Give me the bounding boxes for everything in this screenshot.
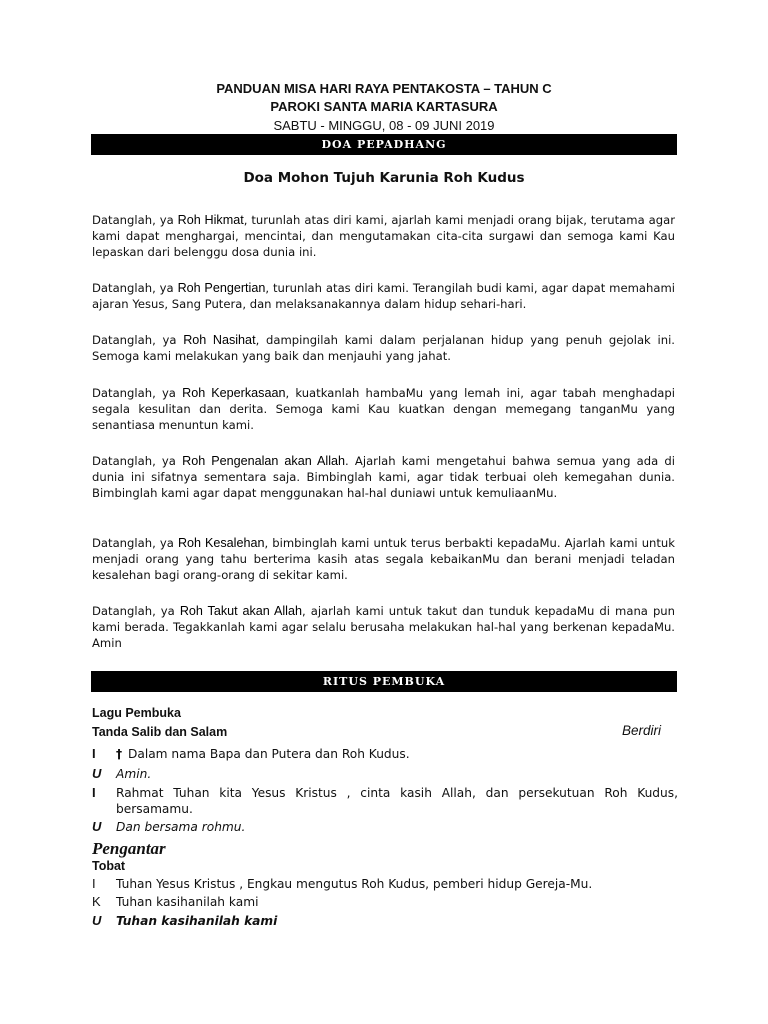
speaker-marker: U xyxy=(92,819,102,834)
section-bar-ritus-pembuka: RITUS PEMBUKA xyxy=(91,671,677,692)
speaker-marker: K xyxy=(92,894,101,909)
dialog-line: I † Dalam nama Bapa dan Putera dan Roh Kudus. xyxy=(92,746,410,761)
header-date: SABTU - MINGGU, 08 - 09 JUNI 2019 xyxy=(273,118,495,133)
prayer-paragraph: Datanglah, ya Roh Pengertian, turunlah atas diri kami. Terangilah budi kami, agar dapat memahami ajaran Yesus, Sang Putera, dan melaksanakannya dalam hidup sehari-hari. xyxy=(92,281,675,311)
speaker-marker: U xyxy=(92,913,102,928)
section-bar-doa-pepadhang: DOA PEPADHANG xyxy=(91,134,677,155)
cross-icon: † xyxy=(116,747,123,761)
speaker-marker: U xyxy=(92,766,102,781)
dialog-line: I Tuhan Yesus Kristus , Engkau mengutus Roh Kudus, pemberi hidup Gereja-Mu. xyxy=(92,876,593,891)
lagu-pembuka-label: Lagu Pembuka xyxy=(92,706,181,720)
prayer-paragraph: Datanglah, ya Roh Pengenalan akan Allah. Ajarlah kami mengetahui bahwa semua yang ada di dunia ini sifatnya sementara saja. Bimbinglah kami, agar tidak terbuai oleh kemegahan dunia. Bimbinglah kami agar dapat menggunakan hal-hal duniawi untuk kemuliaanMu. xyxy=(92,454,676,500)
dialog-line: U Amin. xyxy=(92,766,152,781)
header-title: PANDUAN MISA HARI RAYA PENTAKOSTA – TAHUN C xyxy=(216,81,552,96)
speaker-marker: I xyxy=(92,876,96,891)
dialog-line: U Tuhan kasihanilah kami xyxy=(92,913,278,928)
header-parish: PAROKI SANTA MARIA KARTASURA xyxy=(270,99,498,114)
prayer-paragraph: Datanglah, ya Roh Takut akan Allah, ajarlah kami untuk takut dan tunduk kepadaMu di mana pun kami berada. Tegakkanlah kami agar selalu berusaha melakukan hal-hal yang berkenan kepadaMu. Amin xyxy=(92,604,675,650)
dialog-line: U Dan bersama rohmu. xyxy=(92,819,246,834)
tobat-label: Tobat xyxy=(92,859,126,873)
dialog-line: K Tuhan kasihanilah kami xyxy=(92,894,259,909)
prayer-title: Doa Mohon Tujuh Karunia Roh Kudus xyxy=(243,170,525,186)
tanda-salib-label: Tanda Salib dan Salam xyxy=(92,725,228,739)
speaker-marker: I xyxy=(92,785,96,800)
prayer-paragraph: Datanglah, ya Roh Keperkasaan, kuatkanlah hambaMu yang lemah ini, agar tabah menghadapi segala kesulitan dan derita. Semoga kami Kau kuatkan dengan memegang tanganMu yang senantiasa menuntun kami. xyxy=(92,386,675,432)
prayer-paragraph: Datanglah, ya Roh Kesalehan, bimbinglah kami untuk terus berbakti kepadaMu. Ajarlah kami untuk menjadi orang yang tahu berterima kasih atas segala kebaikanMu dan berani menjadi teladan kesalehan bagi orang-orang di sekitar kami. xyxy=(92,536,675,582)
dialog-line: I Rahmat Tuhan kita Yesus Kristus , cinta kasih Allah, dan persekutuan Roh Kudus, bersamamu. xyxy=(92,785,678,816)
posture-berdiri: Berdiri xyxy=(622,723,662,738)
speaker-marker: I xyxy=(92,746,96,761)
pengantar-heading: Pengantar xyxy=(92,839,166,858)
prayer-paragraph: Datanglah, ya Roh Hikmat, turunlah atas diri kami, ajarlah kami menjadi orang bijak, terutama agar kami dapat menghargai, mencintai, dan mengutamakan cita-cita surgawi dan semoga kami Kau lepaskan dari belenggu dosa dunia ini. xyxy=(92,213,675,259)
prayer-paragraph: Datanglah, ya Roh Nasihat, dampingilah kami dalam perjalanan hidup yang penuh gejolak ini. Semoga kami melakukan yang baik dan menjauhi yang jahat. xyxy=(92,333,675,363)
